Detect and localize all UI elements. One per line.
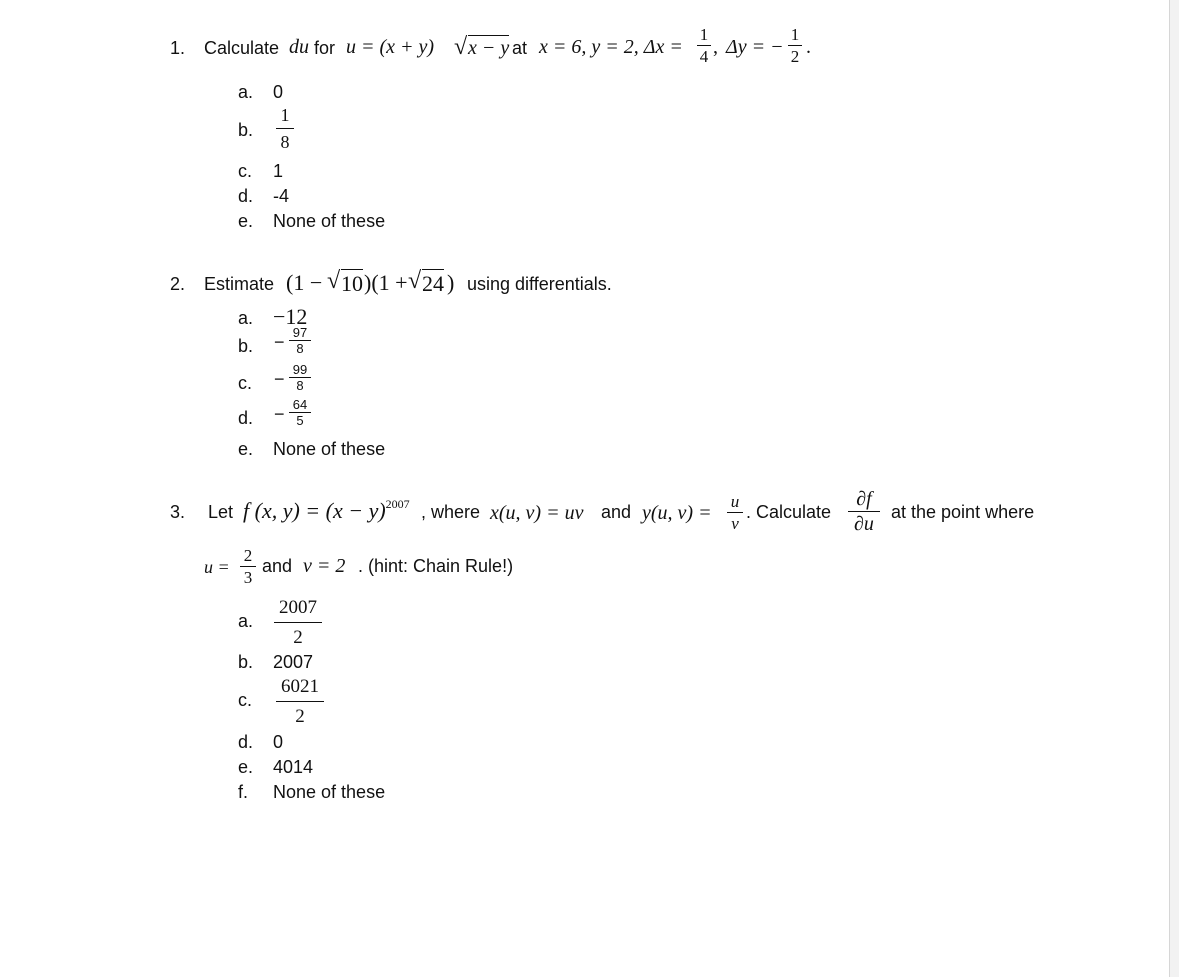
prompt-text: , where xyxy=(421,502,481,522)
math-delta-y: Δy = − xyxy=(726,36,784,58)
comma: , xyxy=(713,36,718,58)
choice-e-label: e. xyxy=(238,439,254,459)
sqrt-argument: x − y xyxy=(468,37,510,59)
choice-b-fraction: 97 8 xyxy=(289,326,311,355)
choice-b-sign: − xyxy=(274,332,285,352)
choice-c-sign: − xyxy=(274,369,285,389)
choice-f-label: f. xyxy=(238,782,249,802)
choice-c-fraction: 99 8 xyxy=(289,363,311,392)
fraction-delta-x: 1 4 xyxy=(697,26,711,65)
fraction-u-over-v: u v xyxy=(727,493,743,532)
math-u-value: u = xyxy=(204,557,230,577)
sqrt-argument-10: 10 xyxy=(341,271,363,296)
question-number: 3. xyxy=(170,502,186,522)
period: . xyxy=(806,36,811,58)
choice-b-value: 2007 xyxy=(273,652,314,672)
prompt-text: using differentials. xyxy=(467,274,612,294)
prompt-text: Estimate xyxy=(204,274,275,294)
hint-text: . (hint: Chain Rule!) xyxy=(358,556,514,576)
choice-c-label: c. xyxy=(238,161,253,181)
math-expr-open: (1 − xyxy=(286,270,323,295)
math-expr-close: ) xyxy=(447,270,455,295)
choice-d-label: d. xyxy=(238,732,254,752)
choice-e-value: 4014 xyxy=(273,757,314,777)
choice-e-label: e. xyxy=(238,211,254,231)
math-x-definition: x(u, v) = uv xyxy=(490,502,584,524)
sqrt-symbol: √ xyxy=(327,268,341,294)
prompt-text: at xyxy=(512,38,528,58)
choice-b-label: b. xyxy=(238,336,254,356)
choice-b-label: b. xyxy=(238,120,254,140)
choice-b-fraction: 1 8 xyxy=(276,106,294,151)
choice-d-label: d. xyxy=(238,186,254,206)
choice-d-label: d. xyxy=(238,408,254,428)
choice-c-label: c. xyxy=(238,690,253,710)
choice-f-value: None of these xyxy=(273,782,386,802)
sqrt-argument-24: 24 xyxy=(422,271,444,296)
math-f-definition: f (x, $y) = (x - y)^{2007}$ xyxy=(243,497,410,523)
page-edge xyxy=(1169,0,1179,977)
prompt-text: for xyxy=(314,38,336,58)
question-number: 2. xyxy=(170,274,186,294)
choice-c-label: c. xyxy=(238,373,253,393)
exponent-2007: 2007 xyxy=(385,497,410,511)
choice-a-fraction: 2007 2 xyxy=(274,598,322,647)
math-du: du xyxy=(289,36,309,58)
math-expr-mid: )(1 + xyxy=(364,270,408,295)
question-number: 1. xyxy=(170,38,186,58)
fraction-two-thirds: 2 3 xyxy=(240,547,256,586)
choice-c-value: 1 xyxy=(273,161,284,181)
choice-a-label: a. xyxy=(238,82,254,102)
math-y-definition: y(u, v) = xyxy=(642,502,712,524)
choice-d-sign: − xyxy=(274,404,285,424)
choice-b-label: b. xyxy=(238,652,254,672)
partial-derivative: ∂f ∂u xyxy=(848,489,880,534)
prompt-text: Calculate xyxy=(204,38,280,58)
choice-e-value: None of these xyxy=(273,439,386,459)
choice-c-fraction: 6021 2 xyxy=(276,677,324,726)
choice-d-value: 0 xyxy=(273,732,284,752)
choice-a-label: a. xyxy=(238,308,254,328)
fraction-delta-y: 1 2 xyxy=(788,26,802,65)
math-conditions: x = 6, y = 2, Δx = xyxy=(539,36,683,58)
choice-d-value: -4 xyxy=(273,186,290,206)
prompt-text: at the point where xyxy=(891,502,1035,522)
choice-e-label: e. xyxy=(238,757,254,777)
math-v-value: v = 2 xyxy=(303,555,346,577)
sqrt-symbol: √ xyxy=(408,268,422,294)
choice-a-value: 0 xyxy=(273,82,284,102)
choice-a-value: −12 xyxy=(273,304,308,329)
choice-d-fraction: 64 5 xyxy=(289,398,311,427)
choice-a-label: a. xyxy=(238,611,254,631)
prompt-text: and xyxy=(262,556,293,576)
choice-e-value: None of these xyxy=(273,211,386,231)
prompt-text: . Calculate xyxy=(746,502,832,522)
prompt-text: Let xyxy=(208,502,234,522)
prompt-text: and xyxy=(601,502,632,522)
sqrt-symbol: √ xyxy=(454,34,468,60)
math-u-definition: u = (x + y) xyxy=(346,36,435,58)
